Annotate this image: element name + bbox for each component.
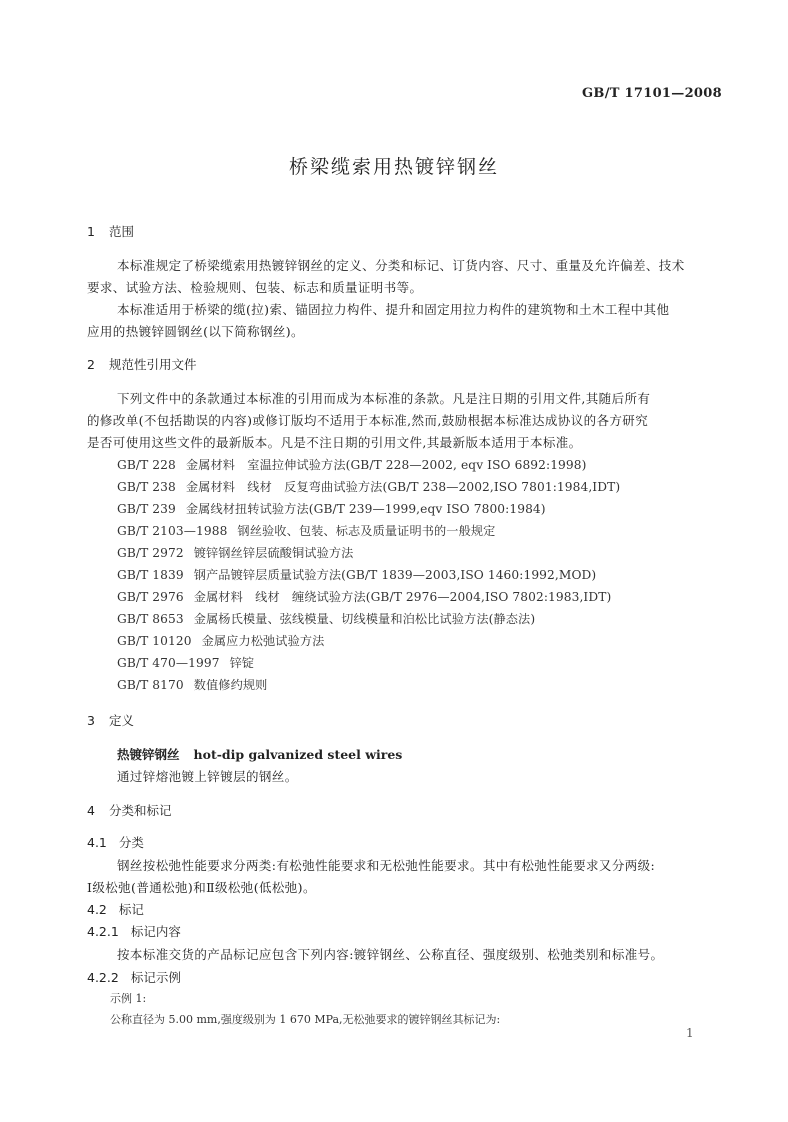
- reference-title: 钢产品镀锌层质量试验方法(GB/T 1839—2003,ISO 1460:1992,MOD): [193, 568, 597, 582]
- section-number: 2: [87, 357, 95, 372]
- reference-item: [117, 676, 267, 693]
- reference-item: [117, 478, 620, 495]
- document-title: 桥梁缆索用热镀锌钢丝: [288, 156, 499, 178]
- reference-title: 金属杨氏模量、弦线模量、切线模量和泊松比试验方法(静态法): [193, 612, 536, 626]
- paragraph-line: 应用的热镀锌圆钢丝(以下简称钢丝)。: [87, 324, 304, 339]
- paragraph-line: 钢丝按松弛性能要求分两类:有松弛性能要求和无松弛性能要求。其中有松弛性能要求又分两级:: [117, 858, 656, 873]
- reference-item: [117, 654, 254, 671]
- section-3-heading: [87, 711, 134, 729]
- term-definition: 通过锌熔池镀上锌镀层的钢丝。: [117, 769, 298, 784]
- reference-item: [117, 588, 611, 605]
- reference-code: GB/T 1839: [117, 568, 184, 582]
- reference-item: [117, 522, 495, 539]
- reference-title: 金属材料 线材 反复弯曲试验方法(GB/T 238—2002,ISO 7801:1984,IDT): [185, 480, 621, 494]
- section-title: 定义: [109, 713, 135, 728]
- reference-title: 金属材料 线材 缠绕试验方法(GB/T 2976—2004,ISO 7802:1983,IDT): [193, 590, 612, 604]
- section-title: 规范性引用文件: [109, 357, 197, 372]
- reference-code: GB/T 238: [117, 480, 176, 494]
- reference-code: GB/T 239: [117, 502, 176, 516]
- subsection-4-1-heading: [87, 833, 144, 851]
- reference-item: [117, 632, 324, 649]
- section-2-heading: [87, 355, 197, 373]
- subsection-number: 4.1: [87, 835, 107, 850]
- reference-code: GB/T 2972: [117, 546, 184, 560]
- reference-code: GB/T 228: [117, 458, 176, 472]
- section-number: 1: [87, 224, 95, 239]
- paragraph-line: 按本标准交货的产品标记应包含下列内容:镀锌钢丝、公称直径、强度级别、松弛类别和标准号。: [117, 947, 664, 962]
- reference-item: [117, 500, 546, 517]
- subsection-number: 4.2: [87, 902, 107, 917]
- example-text: 公称直径为 5.00 mm,强度级别为 1 670 MPa,无松弛要求的镀锌钢丝其标记为:: [110, 1013, 501, 1026]
- section-number: 4: [87, 803, 95, 818]
- paragraph-line: 的修改单(不包括勘误的内容)或修订版均不适用于本标准,然而,鼓励根据本标准达成协议的各方研究: [87, 413, 649, 428]
- subsection-title: 标记内容: [130, 924, 181, 939]
- reference-title: 锌锭: [229, 656, 255, 670]
- term-entry: [117, 745, 402, 763]
- reference-item: [117, 544, 353, 561]
- reference-title: 数值修约规则: [193, 678, 268, 692]
- reference-code: GB/T 8653: [117, 612, 184, 626]
- paragraph-line: 是否可使用这些文件的最新版本。凡是不注日期的引用文件,其最新版本适用于本标准。: [87, 435, 582, 450]
- section-title: 分类和标记: [109, 803, 172, 818]
- paragraph-line: 要求、试验方法、检验规则、包装、标志和质量证明书等。: [87, 280, 423, 295]
- subsection-number: 4.2.1: [87, 924, 119, 939]
- term-en: hot-dip galvanized steel wires: [193, 747, 403, 762]
- reference-item: [117, 456, 586, 473]
- subsection-title: 分类: [118, 835, 144, 850]
- section-4-heading: [87, 801, 172, 819]
- reference-title: 金属应力松弛试验方法: [201, 634, 325, 648]
- paragraph-line: 下列文件中的条款通过本标准的引用而成为本标准的条款。凡是注日期的引用文件,其随后所有: [117, 391, 651, 406]
- section-title: 范围: [109, 224, 135, 239]
- subsection-number: 4.2.2: [87, 970, 119, 985]
- paragraph-line: 本标准适用于桥梁的缆(拉)索、锚固拉力构件、提升和固定用拉力构件的建筑物和土木工程中其他: [117, 302, 670, 317]
- section-1-heading: [87, 222, 134, 240]
- reference-code: GB/T 8170: [117, 678, 184, 692]
- section-number: 3: [87, 713, 95, 728]
- reference-code: GB/T 2976: [117, 590, 184, 604]
- reference-code: GB/T 470—1997: [117, 656, 220, 670]
- subsection-title: 标记示例: [130, 970, 181, 985]
- reference-title: 金属材料 室温拉伸试验方法(GB/T 228—2002, eqv ISO 6892:1998): [185, 458, 587, 472]
- example-label: 示例 1:: [110, 992, 147, 1005]
- subsection-4-2-1-heading: [87, 922, 181, 940]
- paragraph-line: Ⅰ级松弛(普通松弛)和Ⅱ级松弛(低松弛)。: [87, 880, 316, 895]
- page-number: 1: [686, 1026, 694, 1040]
- reference-code: GB/T 2103—1988: [117, 524, 228, 538]
- standard-number: GB/T 17101—2008: [582, 86, 722, 101]
- reference-title: 钢丝验收、包装、标志及质量证明书的一般规定: [237, 524, 496, 538]
- term-zh: 热镀锌钢丝: [117, 747, 180, 762]
- reference-item: [117, 566, 596, 583]
- reference-title: 金属线材扭转试验方法(GB/T 239—1999,eqv ISO 7800:1984): [185, 502, 546, 516]
- reference-title: 镀锌钢丝锌层硫酸铜试验方法: [193, 546, 354, 560]
- reference-item: [117, 610, 535, 627]
- subsection-4-2-2-heading: [87, 968, 181, 986]
- subsection-title: 标记: [118, 902, 144, 917]
- subsection-4-2-heading: [87, 900, 144, 918]
- paragraph-line: 本标准规定了桥梁缆索用热镀锌钢丝的定义、分类和标记、订货内容、尺寸、重量及允许偏差、技术: [117, 258, 685, 273]
- reference-code: GB/T 10120: [117, 634, 192, 648]
